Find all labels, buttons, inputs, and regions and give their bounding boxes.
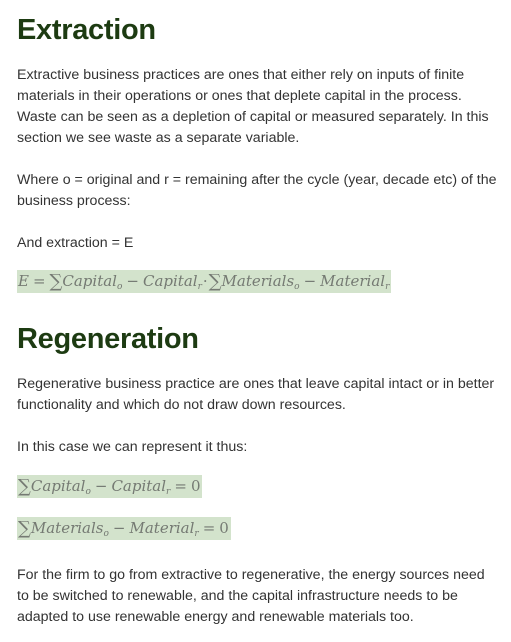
extraction-formula	[17, 270, 391, 293]
capital-equation: ∑Capital$_o$ − Capital$_r$ = 0	[18, 476, 201, 497]
heading-regeneration: Regeneration	[17, 323, 199, 355]
extraction-paragraph-2: Where o = original and r = remaining after the cycle (year, decade etc) of the business process:	[17, 172, 497, 209]
materials-equation: ∑Materials$_o$ − Material$_r$ = 0	[18, 518, 229, 539]
regeneration-paragraph-2: In this case we can represent it thus:	[17, 439, 248, 455]
regeneration-paragraph-3: For the firm to go from extractive to regenerative, the energy sources need to be switched to renewable, and the capital infrastructure needs to be adapted to use renewable energy and renewable materials too.	[17, 567, 485, 625]
extraction-equation: E = ∑Capital$_o$ − Capital$_r$·∑Materials$_o$ − Material$_r$	[18, 271, 390, 292]
regeneration-paragraph-1: Regenerative business practice are ones that leave capital intact or in better functionality and which do not draw down resources.	[17, 376, 495, 413]
extraction-paragraph-3: And extraction = E	[17, 235, 134, 251]
extraction-paragraph-1: Extractive business practices are ones that either rely on inputs of finite materials in their operations or ones that deplete capital in the process. Waste can be seen as a depletion of capital or measured separately. In this section we see waste as a separate variable.	[17, 67, 489, 146]
regeneration-formula-capital	[17, 475, 202, 498]
heading-extraction: Extraction	[17, 14, 156, 46]
regeneration-formula-materials	[17, 517, 231, 540]
